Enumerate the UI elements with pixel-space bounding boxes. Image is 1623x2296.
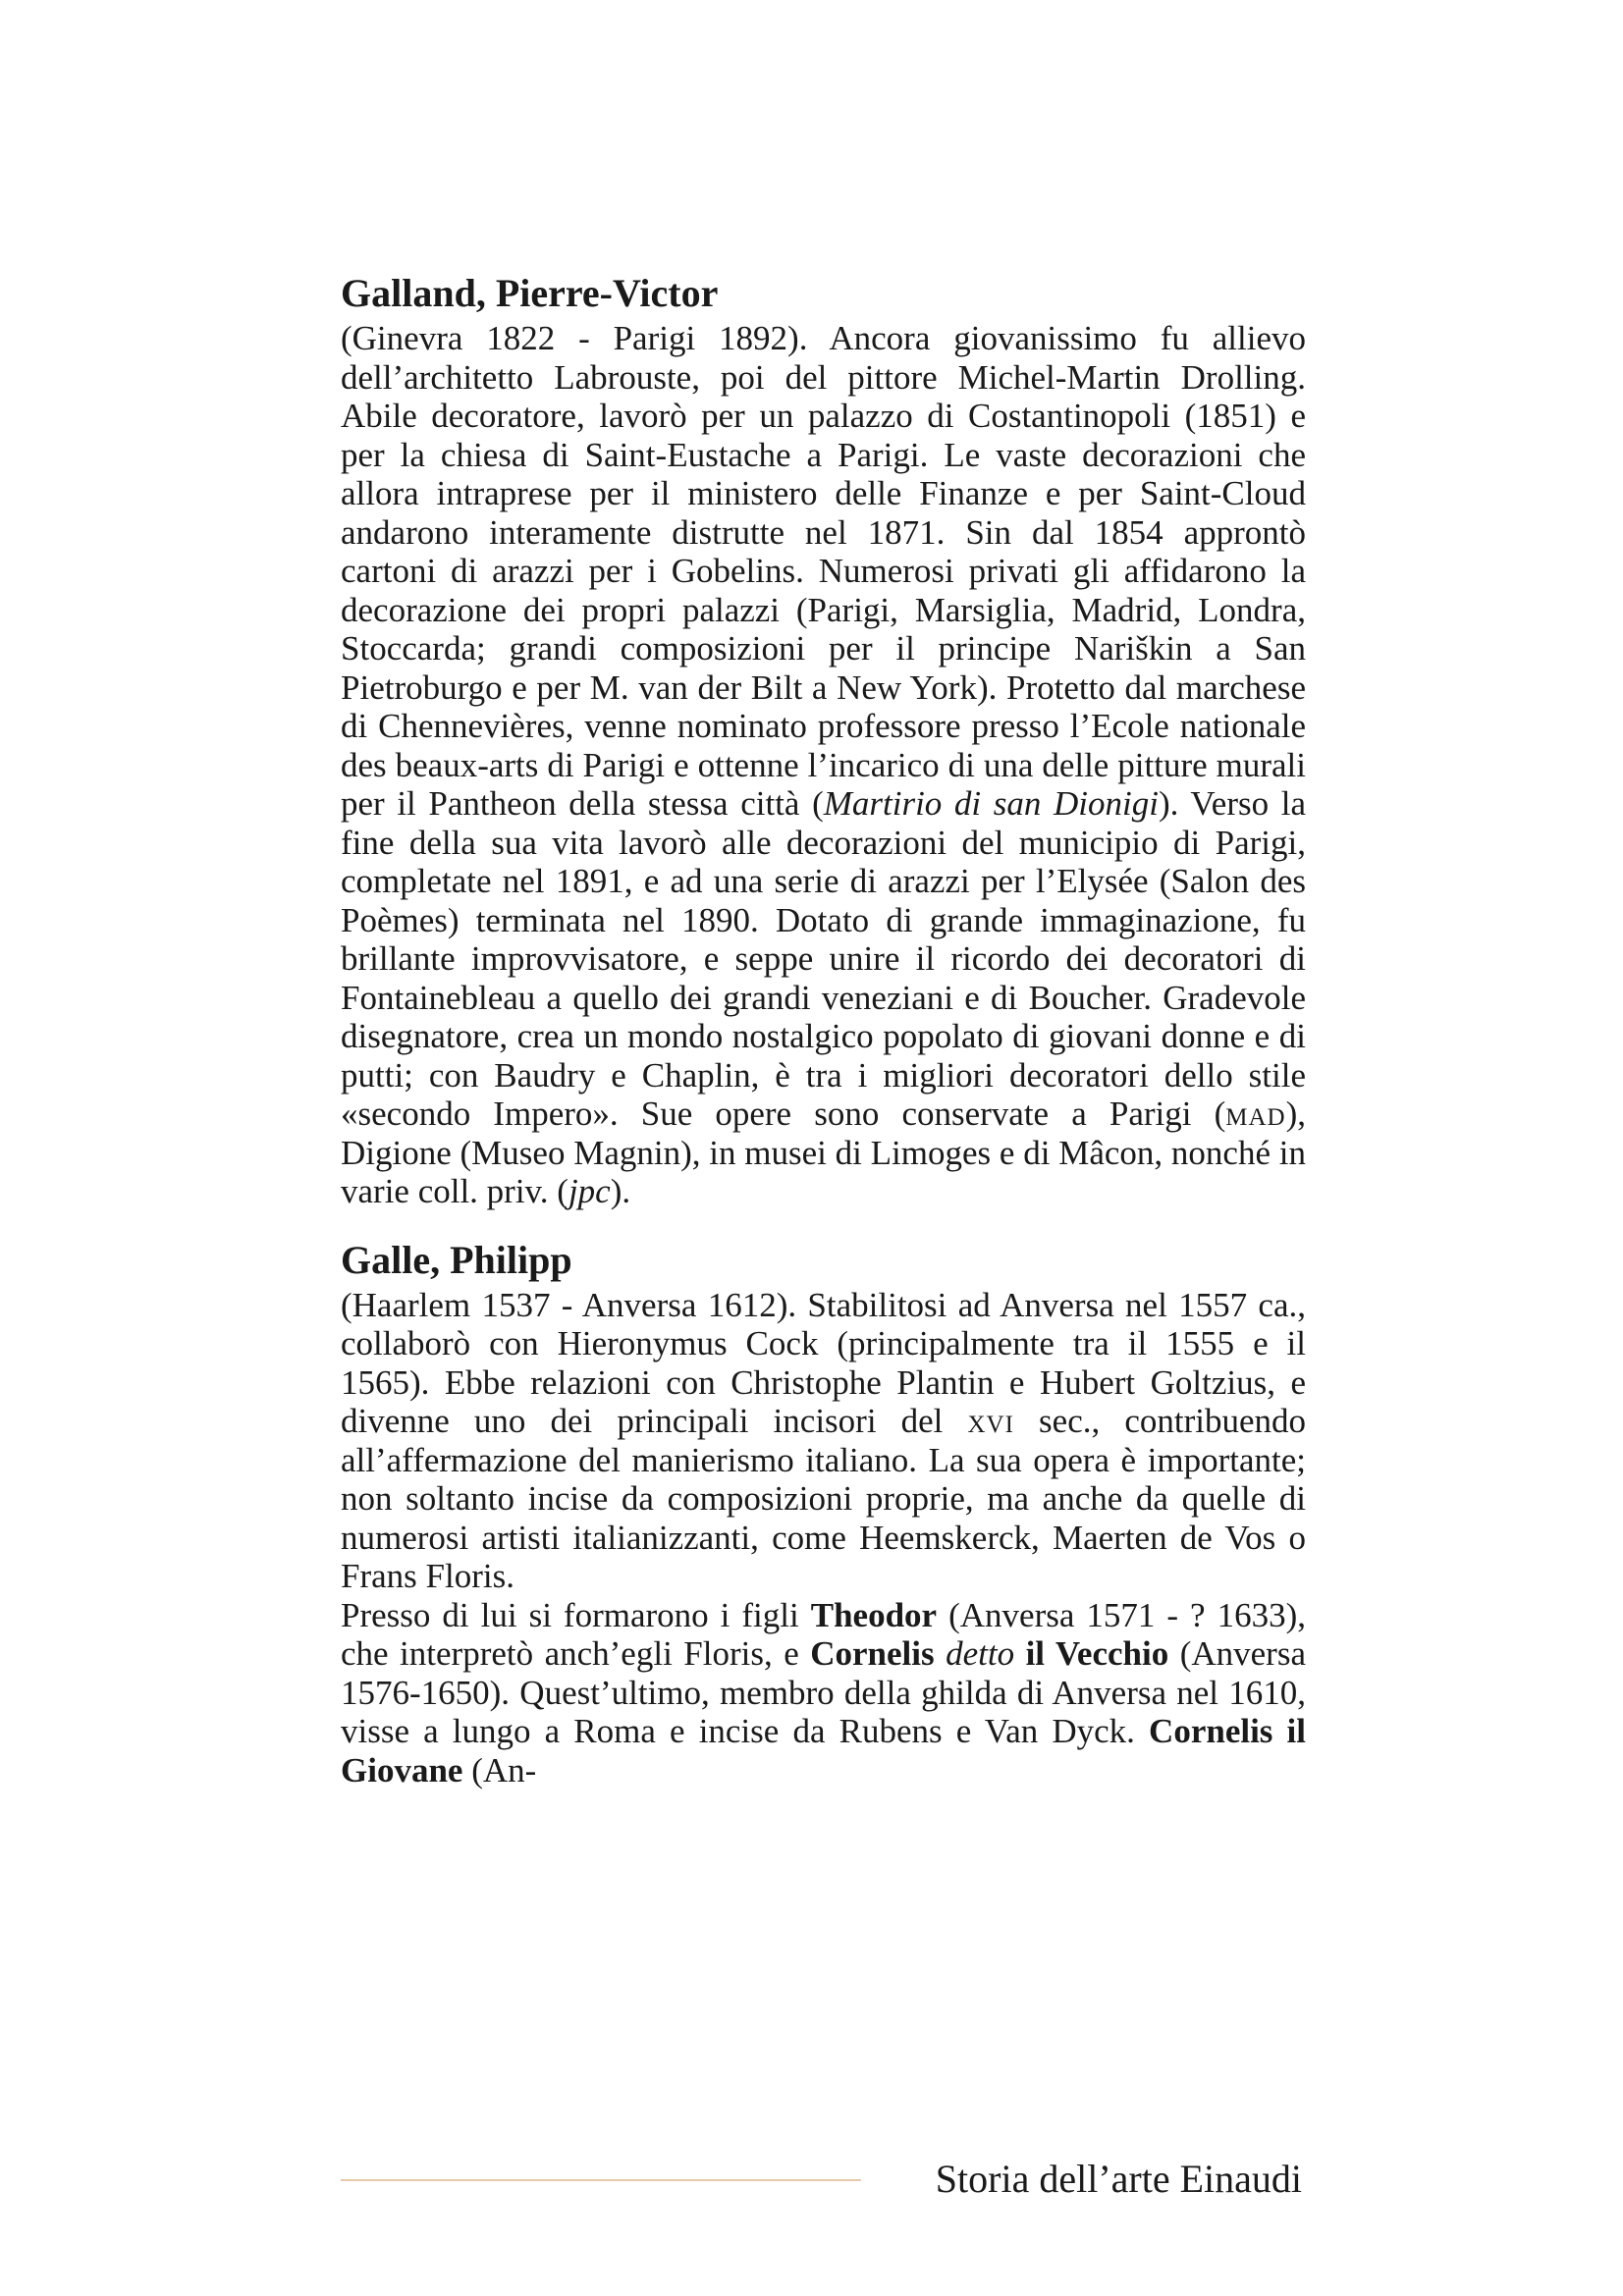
entry-text: [341, 319, 1306, 1211]
entry-text-continued: [341, 1596, 1306, 1790]
text-run: sec., contribuendo all’affermazione del manierismo italiano. La sua opera è importante; non soltanto incise da composizioni proprie, ma anche da quelle di numerosi artisti italianizzanti, come Heemskerck, Maerten de Vos o Frans Floris.: [341, 1402, 1306, 1595]
text-run: (Ginevra 1822 - Parigi 1892). Ancora giovanissimo fu allievo dell’architetto Labrouste, poi del pittore Michel-Martin Drolling. Abile decoratore, lavorò per un palazzo di Costantinopoli (1851) e per la chiesa di Saint-Eustache a Parigi. Le vaste decorazioni che allora intraprese per il ministero delle Finanze e per Saint-Cloud andarono interamente distrutte nel 1871. Sin dal 1854 approntò cartoni di arazzi per i Gobelins. Numerosi privati gli affidarono la decorazione dei propri palazzi (Parigi, Marsiglia, Madrid, Londra, Stoccarda; grandi composizioni per il principe Nariškin a San Pietroburgo e per M. van der Bilt a New York). Protetto dal marchese di Chennevières, venne nominato professore presso l’Ecole nationale des beaux-arts di Parigi e ottenne l’incarico di una delle pitture murali per il Pantheon della stessa città (: [341, 319, 1306, 823]
small-caps-span: mad: [1225, 1095, 1286, 1133]
text-run: ). Verso la fine della sua vita lavorò alle decorazioni del municipio di Parigi, completate nel 1891, e ad una serie di arazzi per l’Elysée (Salon des Poèmes) terminata nel 1890. Dotato di grande immaginazione, fu brillante improvvisatore, e seppe unire il ricordo dei decoratori di Fontainebleau a quello dei grandi veneziani e di Boucher. Gradevole disegnatore, crea un mondo nostalgico popolato di giovani donne e di putti; con Baudry e Chaplin, è tra i migliori decoratori dello stile «secondo Impero». Sue opere sono conservate a Parigi (: [341, 784, 1306, 1133]
entry-title: Galland, Pierre-Victor: [341, 271, 719, 315]
bold-name: il Vecchio: [1025, 1634, 1169, 1673]
document-body: [341, 270, 1306, 1815]
text-run: ).: [610, 1172, 631, 1210]
text-run: (Haarlem 1537 - Anversa 1612). Stabilitosi ad Anversa nel 1557 ca., collaborò con Hieronymus Cock (principalmente tra il 1555 e il 1565). Ebbe relazioni con Christophe Plantin e Hubert Goltzius, e divenne uno dei principali incisori del: [341, 1285, 1306, 1440]
text-run: (An-: [462, 1750, 537, 1789]
text-run: (Anversa 1576-1650). Quest’ultimo, membro della ghilda di Anversa nel 1610, visse a lungo a Roma e incise da Rubens e Van Dyck.: [341, 1634, 1306, 1750]
entry-title: Galle, Philipp: [341, 1237, 572, 1282]
text-run: Presso di lui si formarono i figli: [341, 1595, 811, 1634]
bold-name: Theodor: [810, 1595, 938, 1634]
entry-galland: [341, 270, 1306, 1211]
italic-span: Martirio di san Dionigi: [823, 784, 1159, 823]
text-run: [1014, 1634, 1025, 1673]
text-run: ), Digione (Museo Magnin), in musei di Limoges e di Mâcon, nonché in varie coll. priv. (: [341, 1095, 1306, 1210]
bold-name: Cornelis: [810, 1634, 935, 1673]
italic-span: jpc: [568, 1172, 611, 1210]
footer-publisher: Storia dell’arte Einaudi: [935, 2157, 1302, 2201]
footer-rule: [341, 2179, 861, 2181]
entry-text: [341, 1286, 1306, 1596]
entry-galle: [341, 1237, 1306, 1790]
text-run: (Anversa 1571 - ? 1633), che interpretò anch’egli Floris, e: [341, 1595, 1306, 1673]
bold-name: Cornelis il Giovane: [341, 1712, 1307, 1789]
italic-span: detto: [946, 1634, 1015, 1673]
small-caps-span: xvi: [967, 1402, 1014, 1440]
text-run: [935, 1634, 946, 1673]
